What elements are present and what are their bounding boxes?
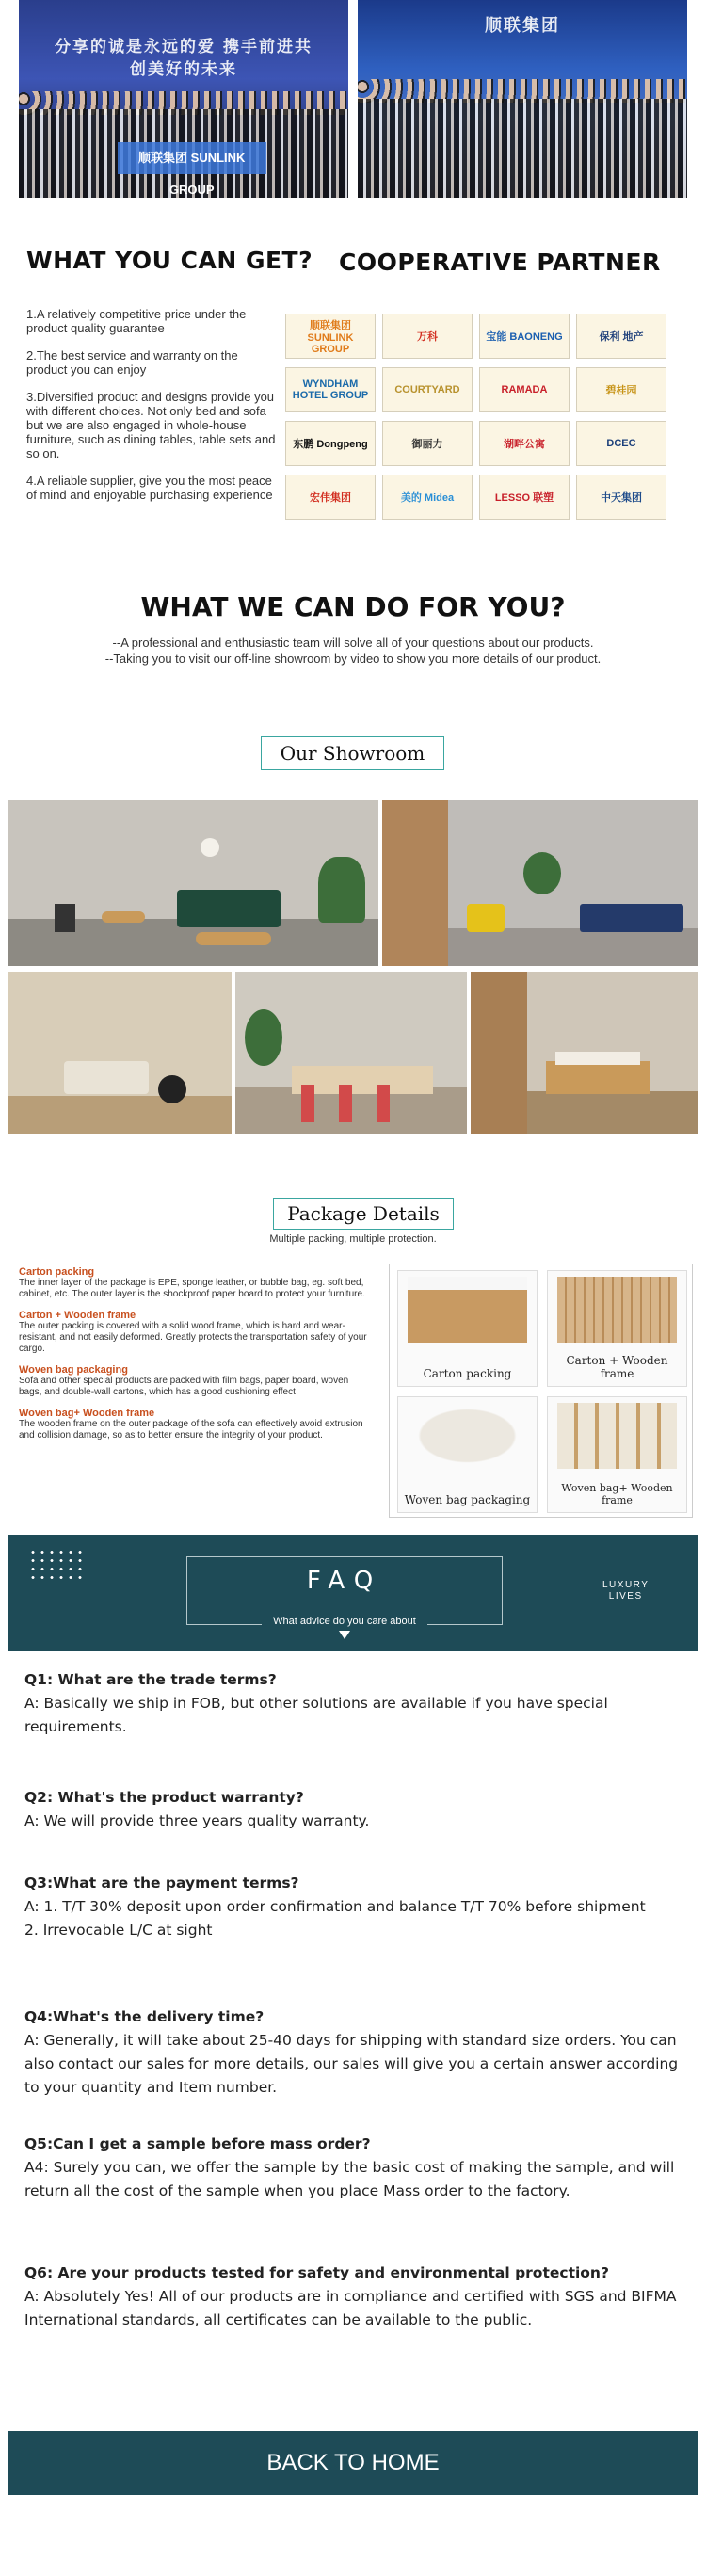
faq-question: Q1: What are the trade terms? bbox=[24, 1671, 277, 1688]
dot-pattern-decoration bbox=[28, 1548, 85, 1582]
faq-question: Q2: What's the product warranty? bbox=[24, 1789, 304, 1806]
partner-logo: WYNDHAM HOTEL GROUP bbox=[285, 367, 376, 412]
partner-logo: 御丽力 bbox=[382, 421, 473, 466]
benefit-item: 3.Diversified product and designs provide you with different choices. Not only bed and sofa but we are also engaged in whole-house furniture, such as dining tables, table sets and so on. bbox=[26, 390, 276, 460]
brand-line: LUXURY bbox=[602, 1580, 650, 1590]
what-we-do-title: WHAT WE CAN DO FOR YOU? bbox=[140, 591, 566, 622]
package-caption: Woven bag packaging bbox=[404, 1493, 531, 1506]
company-photos bbox=[19, 0, 687, 198]
faq-question: Q4:What's the delivery time? bbox=[24, 2008, 265, 2025]
partner-logo: 湖畔公寓 bbox=[479, 421, 570, 466]
package-photo bbox=[397, 1270, 538, 1387]
faq-question: Q3:What are the payment terms? bbox=[24, 1875, 299, 1892]
showroom-photo bbox=[235, 972, 467, 1134]
partner-logo: 碧桂园 bbox=[576, 367, 666, 412]
faq-item bbox=[24, 2133, 683, 2203]
stage-banner-text-right: 顺联集团 bbox=[485, 15, 560, 36]
partner-logo: 中天集团 bbox=[576, 475, 666, 520]
partner-logo: 万科 bbox=[382, 314, 473, 359]
what-we-do-line: --A professional and enthusiastic team will solve all of your questions about our products. bbox=[112, 636, 594, 650]
faq-subtitle: What advice do you care about bbox=[262, 1616, 427, 1627]
partner-logo: RAMADA bbox=[479, 367, 570, 412]
package-caption: Carton + Wooden frame bbox=[566, 1354, 668, 1380]
partner-logo: 美的 Midea bbox=[382, 475, 473, 520]
package-subtitle: Multiple packing, multiple protection. bbox=[269, 1233, 437, 1245]
partner-logo-grid bbox=[285, 314, 673, 520]
faq-item bbox=[24, 2005, 683, 2100]
faq-answer: A: We will provide three years quality warranty. bbox=[24, 1812, 370, 1829]
partner-logo: 保利 地产 bbox=[576, 314, 666, 359]
partner-logo: COURTYARD bbox=[382, 367, 473, 412]
package-item bbox=[19, 1310, 367, 1355]
package-item-title: Woven bag+ Wooden frame bbox=[19, 1408, 155, 1419]
faq-item bbox=[24, 1872, 683, 1942]
package-item-title: Carton + Wooden frame bbox=[19, 1310, 136, 1321]
package-item-desc: The wooden frame on the outer package of the sofa can effectively avoid extrusion and collision damage, so as to better ensure the integrity of your product. bbox=[19, 1419, 363, 1441]
group-logo: 顺联集团 SUNLINK GROUP bbox=[118, 142, 266, 174]
faq-answer: A: Generally, it will take about 25-40 days for shipping with standard size orders. You can also contact our sales for more details, our sales will give you a certain answer according to your quantity and Item number. bbox=[24, 2032, 679, 2096]
package-photo-grid bbox=[389, 1264, 693, 1518]
package-label: Package Details bbox=[273, 1198, 454, 1230]
package-photo bbox=[547, 1396, 687, 1513]
faq-title: FAQ bbox=[306, 1567, 383, 1595]
package-item-desc: Sofa and other special products are packed with film bags, paper board, woven bags, and double-wall cartons, which has a good cushioning effect bbox=[19, 1376, 349, 1397]
showroom-photo bbox=[382, 800, 698, 966]
benefit-item: 2.The best service and warranty on the product you can enjoy bbox=[26, 348, 238, 377]
package-descriptions bbox=[19, 1266, 367, 1451]
partner-logo: LESSO 联塑 bbox=[479, 475, 570, 520]
showroom-label: Our Showroom bbox=[261, 736, 444, 770]
partner-logo: 宏伟集团 bbox=[285, 475, 376, 520]
faq-answer: A: Absolutely Yes! All of our products are in compliance and certified with SGS and BIFMA International standards, all certificates can be available to the public. bbox=[24, 2288, 677, 2328]
what-you-get-title: WHAT YOU CAN GET? bbox=[26, 247, 313, 274]
benefit-item: 1.A relatively competitive price under the product quality guarantee bbox=[26, 307, 247, 335]
package-photo bbox=[547, 1270, 687, 1387]
faq-item bbox=[24, 1668, 683, 1739]
back-to-home-button[interactable]: BACK TO HOME bbox=[8, 2431, 698, 2495]
package-photo bbox=[397, 1396, 538, 1513]
package-item-title: Woven bag packaging bbox=[19, 1364, 128, 1376]
package-item bbox=[19, 1266, 367, 1300]
brand-line: LIVES bbox=[608, 1591, 643, 1602]
package-item-title: Carton packing bbox=[19, 1266, 95, 1278]
faq-answer: A: 1. T/T 30% deposit upon order confirmation and balance T/T 70% before shipment bbox=[24, 1898, 646, 1915]
package-caption: Carton packing bbox=[423, 1367, 512, 1380]
partner-logo: 顺联集团 SUNLINK GROUP bbox=[285, 314, 376, 359]
benefits-list bbox=[26, 307, 276, 515]
partner-title: COOPERATIVE PARTNER bbox=[339, 249, 661, 276]
partner-logo: 宝能 BAONENG bbox=[479, 314, 570, 359]
faq-question: Q6: Are your products tested for safety and environmental protection? bbox=[24, 2264, 609, 2281]
stage-banner-text: 分享的诚是永远的爱 携手前进共创美好的未来 bbox=[55, 37, 313, 79]
benefit-item: 4.A reliable supplier, give you the most peace of mind and enjoyable purchasing experience bbox=[26, 474, 273, 502]
faq-item bbox=[24, 2262, 683, 2332]
showroom-photo bbox=[471, 972, 698, 1134]
what-we-do-line: --Taking you to visit our off-line showroom by video to show you more details of our product. bbox=[104, 652, 602, 666]
package-item bbox=[19, 1364, 367, 1398]
faq-banner bbox=[8, 1535, 698, 1651]
faq-question: Q5:Can I get a sample before mass order? bbox=[24, 2135, 371, 2152]
faq-item bbox=[24, 1786, 683, 1833]
faq-answer: 2. Irrevocable L/C at sight bbox=[24, 1922, 213, 1939]
faq-answer: A: Basically we ship in FOB, but other solutions are available if you have special requirements. bbox=[24, 1695, 608, 1735]
down-arrow-icon bbox=[339, 1631, 350, 1639]
brand-mark bbox=[602, 1580, 649, 1602]
showroom-photo bbox=[8, 800, 378, 966]
package-item-desc: The inner layer of the package is EPE, sponge leather, or bubble bag, eg. soft bed, cabinet, etc. The outer layer is the shockproof paper board to protect your furniture. bbox=[19, 1278, 365, 1299]
crowd-bodies-right bbox=[358, 99, 687, 198]
package-caption: Woven bag+ Wooden frame bbox=[561, 1482, 673, 1506]
package-item-desc: The outer packing is covered with a solid wood frame, which is hard and wear-resistant, and not easily deformed. Greatly protects the transportation safety of your cargo. bbox=[19, 1321, 367, 1354]
partner-logo: 东鹏 Dongpeng bbox=[285, 421, 376, 466]
partner-logo: DCEC bbox=[576, 421, 666, 466]
faq-answer: A4: Surely you can, we offer the sample by the basic cost of making the sample, and will return all the cost of the sample when you place Mass order to the factory. bbox=[24, 2159, 675, 2199]
team-photo-left bbox=[19, 0, 348, 198]
showroom-photo bbox=[8, 972, 232, 1134]
package-item bbox=[19, 1408, 367, 1441]
team-photo-right bbox=[358, 0, 687, 198]
